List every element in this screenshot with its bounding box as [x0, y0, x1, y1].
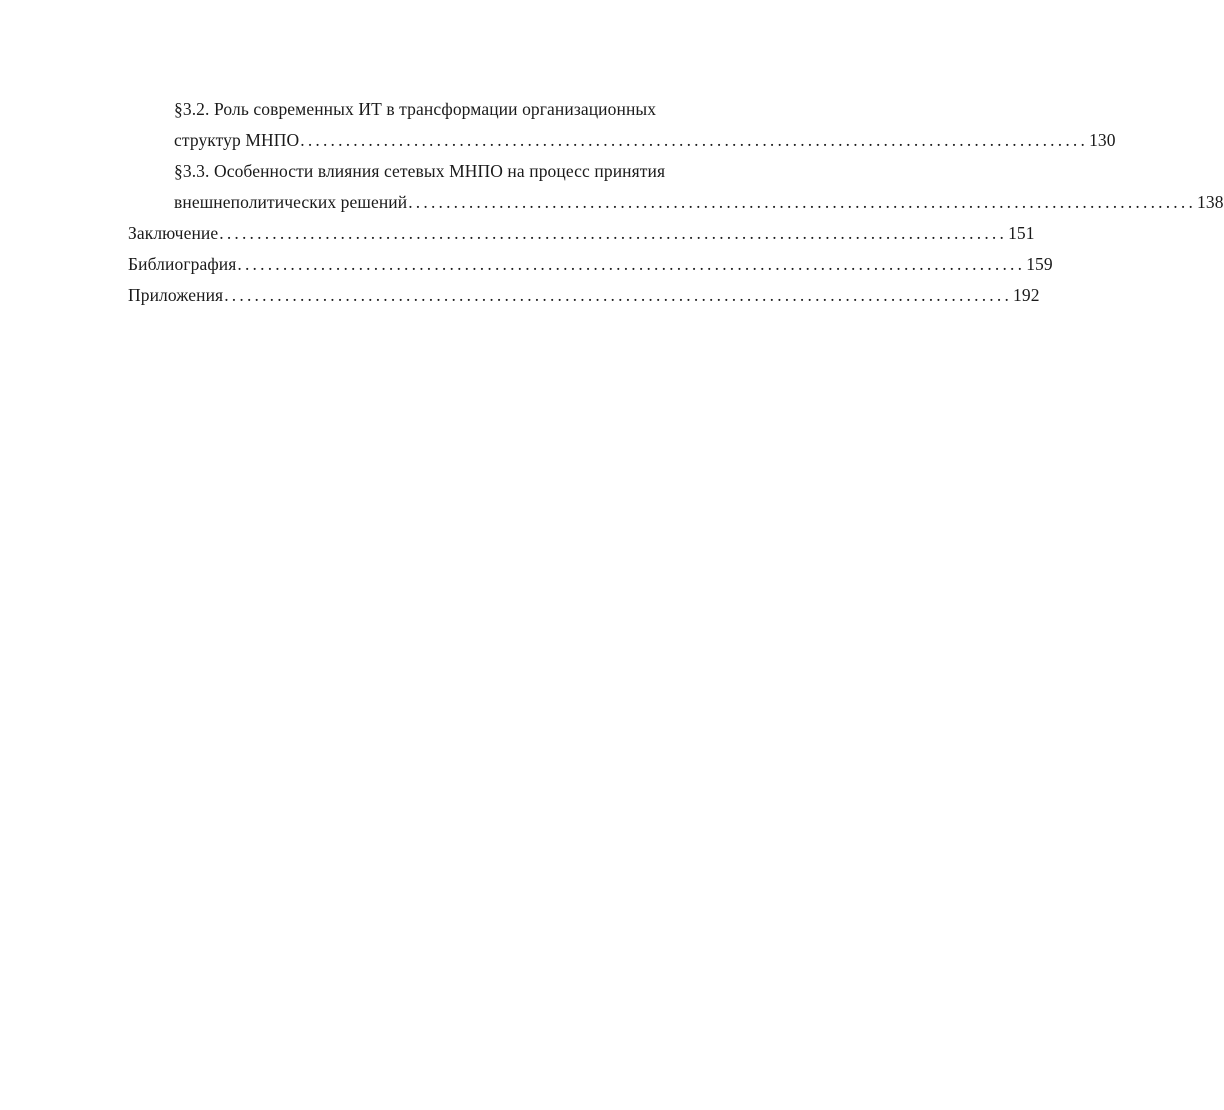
- toc-entry-title: Заключение: [128, 223, 219, 243]
- dot-leader: ........................................................................................................: [237, 254, 1026, 274]
- toc-page-number: 138: [1197, 192, 1224, 212]
- toc-entry-title-continued: структур МНПО: [174, 130, 300, 150]
- toc-entry-bibliography: [128, 249, 1053, 280]
- toc-page-number: 159: [1026, 254, 1053, 274]
- toc-entry-title: §3.3. Особенности влияния сетевых МНПО на процесс принятия: [174, 161, 666, 181]
- toc-entry-3-3-line1: [128, 156, 740, 187]
- toc-entry-3-2-line2: [128, 125, 1116, 156]
- dot-leader: ........................................................................................................: [408, 192, 1197, 212]
- toc-page-number: 130: [1089, 130, 1116, 150]
- toc-page-number: 192: [1013, 285, 1040, 305]
- toc-entry-title: Приложения: [128, 285, 224, 305]
- toc-entry-appendices: [128, 280, 1040, 311]
- toc-entry-3-3-line2: [128, 187, 1224, 218]
- dot-leader: ........................................................................................................: [300, 130, 1089, 150]
- dot-leader: ........................................................................................................: [219, 223, 1008, 243]
- dot-leader: ........................................................................................................: [224, 285, 1013, 305]
- toc-entry-title-continued: внешнеполитических решений: [174, 192, 408, 212]
- toc-entry-title: §3.2. Роль современных ИТ в трансформации организационных: [174, 99, 657, 119]
- toc-entry-title: Библиография: [128, 254, 237, 274]
- toc-page-number: 151: [1008, 223, 1035, 243]
- table-of-contents: [128, 94, 1224, 311]
- toc-entry-conclusion: [128, 218, 1035, 249]
- toc-entry-3-2-line1: [128, 94, 740, 125]
